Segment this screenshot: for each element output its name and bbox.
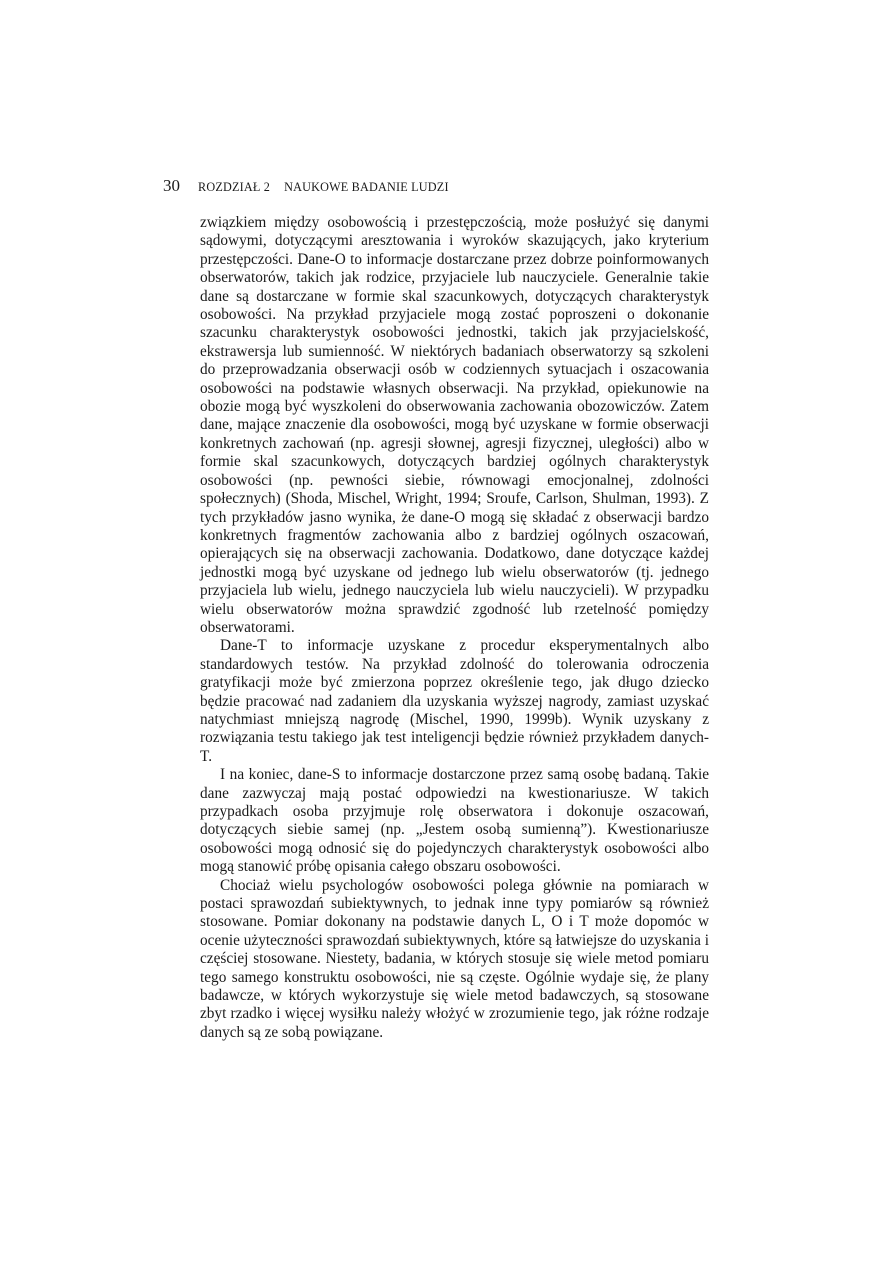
paragraph-conclusion: Chociaż wielu psychologów osobowości polega głównie na pomiarach w postaci sprawozdań subiektywnych, to jednak inne typy pomiarów są również stosowane. Pomiar dokonany na podstawie danych L, O i T może dopomóc w ocenie użyteczności sprawozdań subiektywnych, które są łatwiejsze do uzyskania i częściej stosowane. Niestety, badania, w których stosuje się wiele metod pomiaru tego samego konstruktu osobowości, nie są częste. Ogólnie wydaje się, że plany badawcze, w których wykorzystuje się wiele metod badawczych, są stosowane zbyt rzadko i więcej wysiłku należy włożyć w zrozumienie tego, jak różne rodzaje danych są ze sobą powiązane. — [200, 876, 709, 1041]
page-number: 30 — [163, 176, 180, 195]
paragraph-continuation: związkiem między osobowością i przestępczością, może posłużyć się danymi sądowymi, dotyczącymi aresztowania i wyroków skazujących, jako kryterium przestępczości. Dane-O to informacje dostarczane przez dobrze poinformowanych obserwatorów, takich jak rodzice, przyjaciele lub nauczyciele. Generalnie takie dane są dostarczane w formie skal szacunkowych, dotyczących charakterystyk osobowości. Na przykład przyjaciele mogą zostać poproszeni o dokonanie szacunku charakterystyk osobowości jednostki, takich jak przyjacielskość, ekstrawersja lub sumienność. W niektórych badaniach obserwatorzy są szkoleni do przeprowadzania obserwacji osób w codziennych sytuacjach i oszacowania osobowości na podstawie własnych obserwacji. Na przykład, opiekunowie na obozie mogą być wyszkoleni do obserwowania zachowania obozowiczów. Zatem dane, mające znaczenie dla osobowości, mogą być uzyskane w formie obserwacji konkretnych zachowań (np. agresji słownej, agresji fizycznej, uległości) albo w formie skal szacunkowych, dotyczących bardziej ogólnych charakterystyk osobowości (np. pewności siebie, równowagi emocjonalnej, zdolności społecznych) (Shoda, Mischel, Wright, 1994; Sroufe, Carlson, Shulman, 1993). Z tych przykładów jasno wynika, że dane-O mogą się składać z obserwacji bardzo konkretnych fragmentów zachowania albo z bardziej ogólnych oszacowań, opierających się na obserwacji zachowania. Dodatkowo, dane dotyczące każdej jednostki mogą być uzyskane od jednego lub wielu obserwatorów (tj. jednego przyjaciela lub wielu, jednego nauczyciela lub wielu nauczycieli). W przypadku wielu obserwatorów można sprawdzić zgodność lub rzetelność pomiędzy obserwatorami. — [200, 214, 709, 636]
chapter-title: NAUKOWE BADANIE LUDZI — [284, 180, 449, 194]
paragraph-dane-s: I na koniec, dane-S to informacje dostarczone przez samą osobę badaną. Takie dane zazwyczaj mają postać odpowiedzi na kwestionariusze. W takich przypadkach osoba przyjmuje rolę obserwatora i dokonuje oszacowań, dotyczących siebie samej (np. „Jestem osobą sumienną”). Kwestionariusze osobowości mogą odnosić się do pojedynczych charakterystyk osobowości albo mogą stanowić próbę opisania całego obszaru osobowości. — [200, 766, 709, 876]
running-head — [163, 176, 449, 198]
chapter-label: ROZDZIAŁ 2 — [198, 180, 271, 194]
paragraph-dane-t: Dane-T to informacje uzyskane z procedur eksperymentalnych albo standardowych testów. Na przykład zdolność do tolerowania odroczenia gratyfikacji może być zmierzona poprzez określenie tego, jak długo dziecko będzie pracować nad zadaniem dla uzyskania wyższej nagrody, zamiast uzyskać natychmiast mniejszą nagrodę (Mischel, 1990, 1999b). Wynik uzyskany z rozwiązania testu takiego jak test inteligencji będzie również przykładem danych-T. — [200, 637, 709, 765]
body-text — [200, 214, 709, 1042]
